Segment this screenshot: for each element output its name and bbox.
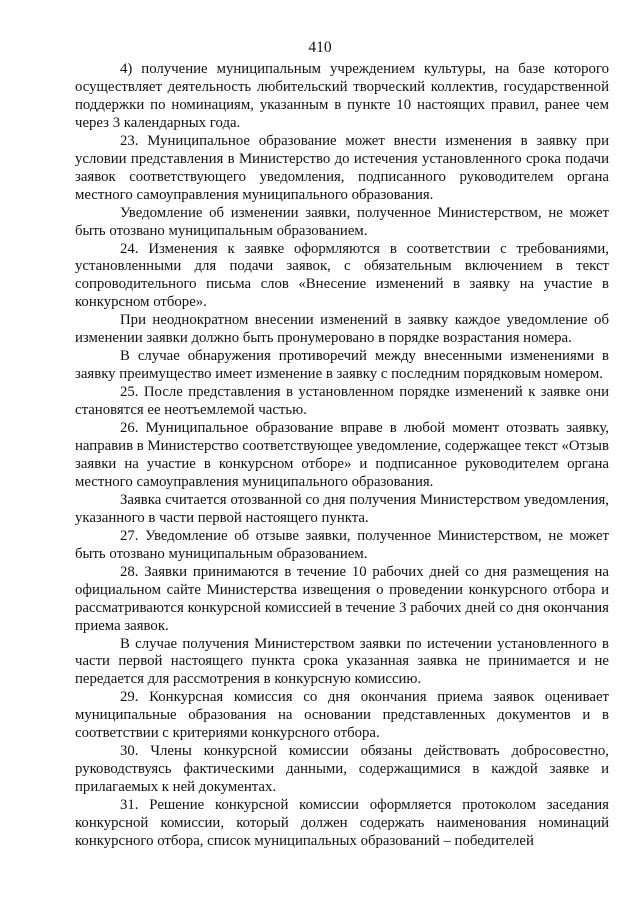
- paragraph-27: 27. Уведомление об отзыве заявки, полученное Министерством, не может быть отозвано муниципальным образованием.: [75, 527, 609, 562]
- paragraph-25: 25. После представления в установленном порядке изменений к заявке они становятся ее неотъемлемой частью.: [75, 384, 609, 419]
- paragraph-24-conflicts: В случае обнаружения противоречий между внесенными изменениями в заявку преимущество имеет изменение в заявку с последним порядковым номером.: [75, 348, 609, 383]
- document-body: [75, 61, 609, 851]
- paragraph-26: 26. Муниципальное образование вправе в любой момент отозвать заявку, направив в Министерство соответствующее уведомление, содержащее текст «Отзыв заявки на участие в конкурсном отборе» и подписанное руководителем органа местного самоуправления муниципального образования.: [75, 420, 609, 490]
- page-number: 410: [308, 39, 332, 56]
- paragraph-29: 29. Конкурсная комиссия со дня окончания приема заявок оценивает муниципальные образования на основании представленных документов и в соответствии с критериями конкурсного отбора.: [75, 689, 609, 742]
- paragraph-23-notice: Уведомление об изменении заявки, полученное Министерством, не может быть отозвано муниципальным образованием.: [75, 204, 609, 239]
- paragraph-24-numbering: При неоднократном внесении изменений в заявку каждое уведомление об изменении заявки должно быть пронумеровано в порядке возрастания номера.: [75, 312, 609, 347]
- paragraph-28-late: В случае получения Министерством заявки по истечении установленного в части первой настоящего пункта срока указанная заявка не принимается и не передается для рассмотрения в конкурсную комиссию.: [75, 635, 609, 688]
- paragraph-23: 23. Муниципальное образование может внести изменения в заявку при условии представления в Министерство до истечения установленного срока подачи заявок соответствующего уведомления, подписанного руководителем органа местного самоуправления муниципального образования.: [75, 132, 609, 203]
- paragraph-31: 31. Решение конкурсной комиссии оформляется протоколом заседания конкурсной комиссии, который должен содержать наименования номинаций конкурсного отбора, список муниципальных образований – победителей: [75, 797, 609, 849]
- paragraph-26-withdrawn: Заявка считается отозванной со дня получения Министерством уведомления, указанного в части первой настоящего пункта.: [75, 491, 609, 526]
- paragraph-30: 30. Члены конкурсной комиссии обязаны действовать добросовестно, руководствуясь фактическими данными, содержащимися в каждой заявке и прилагаемых к ней документах.: [75, 743, 609, 796]
- paragraph-28: 28. Заявки принимаются в течение 10 рабочих дней со дня размещения на официальном сайте Министерства извещения о проведении конкурсного отбора и рассматриваются конкурсной комиссией в течение 3 рабочих дней со дня окончания приема заявок.: [75, 563, 609, 634]
- paragraph-item-4: 4) получение муниципальным учреждением культуры, на базе которого осуществляет деятельность любительский творческий коллектив, государственной поддержки по номинациям, указанным в пункте 10 настоящих правил, ранее чем через 3 календарных года.: [75, 61, 609, 131]
- paragraph-24: 24. Изменения к заявке оформляются в соответствии с требованиями, установленными для подачи заявок, с обязательным включением в текст сопроводительного письма слов «Внесение изменений в заявку на участие в конкурсном отборе».: [75, 240, 609, 311]
